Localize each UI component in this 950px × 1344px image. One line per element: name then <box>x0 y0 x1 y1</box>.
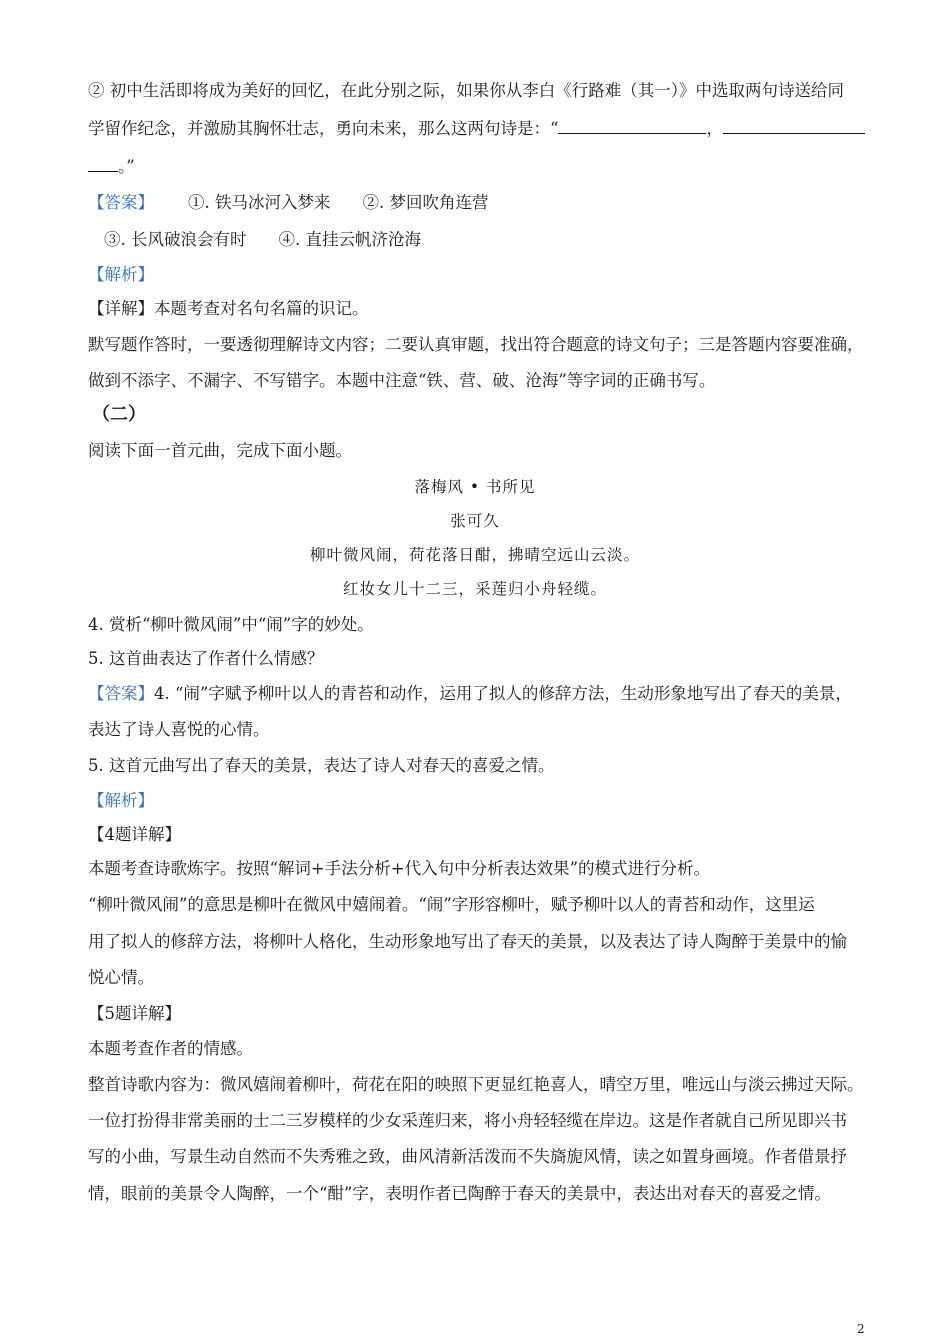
analysis-text: 用了拟人的修辞方法，将柳叶人格化，生动形象地写出了春天的美景，以及表达了诗人陶醉于美景中的愉 <box>88 932 847 951</box>
question-5: 5. 这首曲表达了作者什么情感？ <box>88 649 324 668</box>
analysis-heading-4: 【4题详解】 <box>88 825 181 844</box>
analysis-text: “柳叶微风闹”的意思是柳叶在微风中嬉闹着。“闹”字形容柳叶，赋予柳叶以人的青苔和动作，这里运 <box>88 895 815 914</box>
question-text-part: 学留作纪念，并激励其胸怀壮志，勇向未来，那么这两句诗是：“ <box>88 119 559 138</box>
poem-title: 落梅风 • 书所见 <box>414 478 536 496</box>
analysis-text: 【详解】本题考查对名句名篇的识记。 <box>88 299 369 318</box>
poem-line: 红妆女儿十二三，采莲归小舟轻缆。 <box>342 580 607 598</box>
analysis-text: 整首诗歌内容为：微风嬉闹着柳叶，荷花在阳的映照下更显红艳喜人，晴空万里，唯远山与淡云拂过天际。 <box>88 1075 864 1094</box>
section-intro: 阅读下面一首元曲，完成下面小题。 <box>88 441 352 460</box>
analysis-label: 【解析】 <box>88 265 154 284</box>
question-text-part: ， <box>706 119 723 138</box>
analysis-text: 情，眼前的美景令人陶醉，一个“酣”字，表明作者已陶醉于春天的美景中，表达出对春天的喜爱之情。 <box>88 1184 831 1203</box>
answer-item: ④. 直挂云帆济沧海 <box>278 230 421 249</box>
answer-line <box>104 229 421 251</box>
poem-line: 柳叶微风闹，荷花落日酣，拂晴空远山云淡。 <box>309 546 640 564</box>
question-4: 4. 赏析“柳叶微风闹”中“闹”字的妙处。 <box>88 615 374 634</box>
answer-text: 4. “闹”字赋予柳叶以人的青苔和动作，运用了拟人的修辞方法，生动形象地写出了春天的美景， <box>154 684 852 703</box>
question-text <box>88 156 135 178</box>
analysis-text: 默写题作答时，一要透彻理解诗文内容；二要认真审题，找出符合题意的诗文句子；三是答题内容要准确， <box>88 335 864 354</box>
answer-item: ③. 长风破浪会有时 <box>104 230 247 249</box>
analysis-text: 悦心情。 <box>88 968 154 987</box>
answer-line <box>88 683 852 705</box>
section-title: （二） <box>92 404 146 425</box>
answer-label: 【答案】 <box>88 193 154 212</box>
analysis-text: 做到不添字、不漏字、不写错字。本题中注意“铁、营、破、沧海”等字词的正确书写。 <box>88 371 716 390</box>
answer-line <box>88 192 489 214</box>
page-number: 2 <box>857 1322 865 1336</box>
question-text-part: 。” <box>118 157 135 176</box>
analysis-text: 本题考查诗歌炼字。按照“解词+手法分析+代入句中分析表达效果”的模式进行分析。 <box>88 859 711 878</box>
answer-blank <box>558 119 706 134</box>
answer-text: 5. 这首元曲写出了春天的美景，表达了诗人对春天的喜爱之情。 <box>88 756 555 775</box>
answer-label: 【答案】 <box>88 684 154 703</box>
analysis-text: 写的小曲，写景生动自然而不失秀雅之致，曲风清新活泼而不失旖旎风情，读之如置身画境。作者借景抒 <box>88 1147 847 1166</box>
analysis-text: 本题考查作者的情感。 <box>88 1039 253 1058</box>
analysis-text: 一位打扮得非常美丽的士二三岁模样的少女采莲归来，将小舟轻轻缆在岸边。这是作者就自己所见即兴书 <box>88 1111 847 1130</box>
analysis-label: 【解析】 <box>88 791 154 810</box>
question-text <box>88 118 865 140</box>
answer-blank <box>88 157 118 172</box>
poem-author: 张可久 <box>450 512 500 530</box>
answer-text: 表达了诗人喜悦的心情。 <box>88 720 270 739</box>
analysis-heading-5: 【5题详解】 <box>88 1004 181 1023</box>
answer-blank <box>723 119 865 134</box>
question-text: ② 初中生活即将成为美好的回忆，在此分别之际，如果你从李白《行路难（其一）》中选取两句诗送给同 <box>88 81 844 100</box>
answer-item: ①. 铁马冰河入梦来 <box>188 193 331 212</box>
answer-item: ②. 梦回吹角连营 <box>362 193 489 212</box>
